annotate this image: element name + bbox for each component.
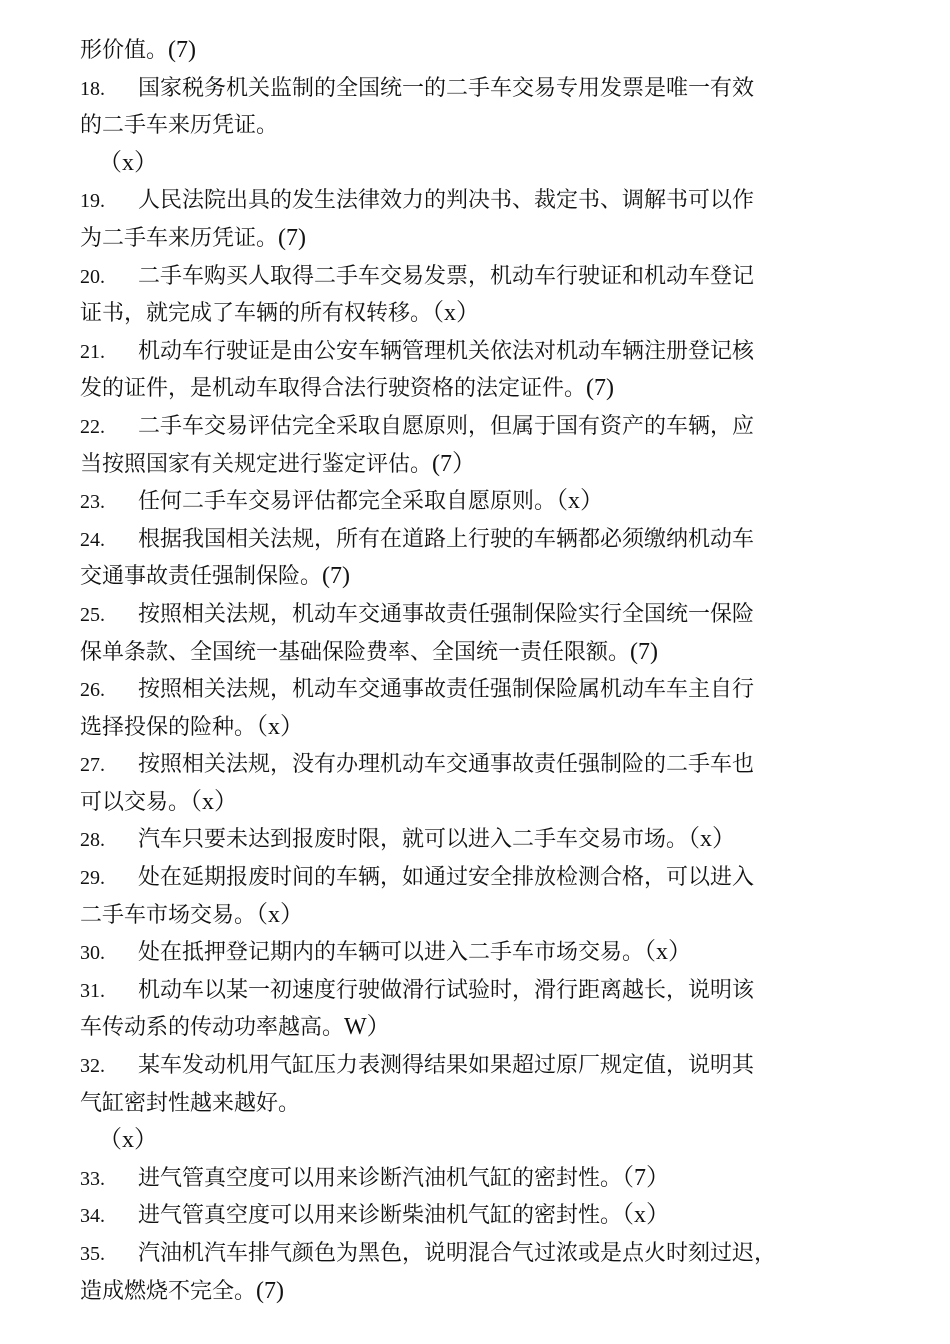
item-number: 22. bbox=[80, 415, 105, 438]
item-text: 证书，就完成了车辆的所有权转移。 bbox=[80, 301, 433, 327]
item-number: 26. bbox=[80, 679, 105, 702]
answer-mark: (7) bbox=[630, 638, 658, 665]
item-text: 汽油机汽车排气颜色为黑色，说明混合气过浓或是点火时刻过迟， bbox=[138, 1241, 777, 1266]
text-line bbox=[80, 295, 880, 333]
item-text: 根据我国相关法规，所有在道路上行驶的车辆都必须缴纳机动车 bbox=[138, 526, 755, 552]
answer-mark: （7） bbox=[622, 1164, 671, 1191]
answer-mark: (7) bbox=[278, 224, 306, 251]
text-line bbox=[80, 258, 880, 296]
item-number: 27. bbox=[80, 754, 105, 777]
answer-mark: （x） bbox=[622, 1202, 671, 1229]
text-line bbox=[80, 370, 880, 408]
item-number: 31. bbox=[80, 979, 105, 1002]
text-line bbox=[80, 145, 880, 183]
item-number: 29. bbox=[80, 867, 105, 890]
item-text: 机动车行驶证是由公安车辆管理机关依法对机动车辆注册登记核 bbox=[138, 338, 755, 364]
text-line bbox=[80, 1122, 880, 1160]
item-text: 机动车以某一初速度行驶做滑行试验时，滑行距离越长，说明该 bbox=[138, 977, 755, 1003]
item-number: 20. bbox=[80, 265, 105, 288]
text-line bbox=[80, 446, 880, 484]
item-text: 任何二手车交易评估都完全采取自愿原则。 bbox=[138, 489, 557, 515]
text-line bbox=[80, 1235, 880, 1273]
item-number: 18. bbox=[80, 77, 105, 100]
text-line bbox=[80, 596, 880, 634]
item-text: 造成燃烧不完全。 bbox=[80, 1278, 257, 1304]
item-text: 车传动系的传动功率越高。 bbox=[80, 1015, 345, 1041]
answer-mark: (7） bbox=[432, 450, 477, 477]
text-line bbox=[80, 897, 880, 935]
answer-mark: (7) bbox=[586, 375, 614, 402]
item-text: 交通事故责任强制保险。 bbox=[80, 564, 323, 590]
item-text: 当按照国家有关规定进行鉴定评估。 bbox=[80, 451, 433, 477]
answer-mark: (7) bbox=[256, 1277, 284, 1304]
item-text: 的二手车来历凭证。 bbox=[80, 113, 279, 139]
answer-mark: (7) bbox=[322, 563, 350, 590]
item-text: 人民法院出具的发生法律效力的判决书、裁定书、调解书可以作 bbox=[138, 188, 755, 214]
item-number: 30. bbox=[80, 942, 105, 965]
item-text: 按照相关法规，机动车交通事故责任强制保险属机动车车主自行 bbox=[138, 677, 755, 703]
answer-mark: （x） bbox=[688, 826, 737, 853]
item-text: 某车发动机用气缸压力表测得结果如果超过原厂规定值，说明其 bbox=[138, 1053, 755, 1079]
text-line bbox=[80, 1197, 880, 1235]
item-number: 19. bbox=[80, 190, 105, 213]
item-text: 为二手车来历凭证。 bbox=[80, 225, 279, 251]
text-line bbox=[80, 784, 880, 822]
item-text: 发的证件，是机动车取得合法行驶资格的法定证件。 bbox=[80, 376, 587, 402]
item-number: 28. bbox=[80, 829, 105, 852]
answer-mark: W） bbox=[344, 1014, 391, 1041]
answer-mark: （x） bbox=[98, 149, 158, 176]
text-line bbox=[80, 709, 880, 747]
text-line bbox=[80, 220, 880, 258]
item-text: 二手车交易评估完全采取自愿原则，但属于国有资产的车辆，应 bbox=[138, 413, 755, 439]
item-number: 21. bbox=[80, 340, 105, 363]
text-line bbox=[80, 333, 880, 371]
item-text: 汽车只要未达到报废时限，就可以进入二手车交易市场。 bbox=[138, 827, 689, 853]
item-text: 按照相关法规，没有办理机动车交通事故责任强制险的二手车也 bbox=[138, 752, 755, 778]
text-line bbox=[80, 746, 880, 784]
item-number: 23. bbox=[80, 491, 105, 514]
item-text: 气缸密封性越来越好。 bbox=[80, 1090, 301, 1116]
text-line bbox=[80, 32, 880, 70]
text-line bbox=[80, 1273, 880, 1311]
item-number: 24. bbox=[80, 528, 105, 551]
text-line bbox=[80, 859, 880, 897]
item-text: 国家税务机关监制的全国统一的二手车交易专用发票是唯一有效 bbox=[138, 75, 755, 101]
item-text: 处在延期报废时间的车辆，如通过安全排放检测合格，可以进入 bbox=[138, 865, 755, 891]
text-line bbox=[80, 671, 880, 709]
item-number: 25. bbox=[80, 603, 105, 626]
text-line bbox=[80, 1085, 880, 1123]
text-line bbox=[80, 483, 880, 521]
text-line bbox=[80, 182, 880, 220]
item-number: 33. bbox=[80, 1167, 105, 1190]
text-line bbox=[80, 107, 880, 145]
item-number: 32. bbox=[80, 1055, 105, 1078]
item-text: 保单条款、全国统一基础保险费率、全国统一责任限额。 bbox=[80, 639, 631, 665]
text-line bbox=[80, 634, 880, 672]
item-text: 按照相关法规，机动车交通事故责任强制保险实行全国统一保险 bbox=[138, 601, 755, 627]
item-text: 可以交易。 bbox=[80, 789, 191, 815]
answer-mark: （x） bbox=[98, 1127, 158, 1154]
answer-mark: （x） bbox=[556, 488, 605, 515]
item-text: 处在抵押登记期内的车辆可以进入二手车市场交易。 bbox=[138, 940, 645, 966]
item-text: 二手车购买人取得二手车交易发票，机动车行驶证和机动车登记 bbox=[138, 263, 755, 289]
text-line bbox=[80, 1009, 880, 1047]
item-text: 进气管真空度可以用来诊断柴油机气缸的密封性。 bbox=[138, 1203, 623, 1229]
answer-mark: （x） bbox=[644, 939, 693, 966]
text-line bbox=[80, 1047, 880, 1085]
text-line bbox=[80, 408, 880, 446]
item-text: 形价值。 bbox=[80, 38, 169, 63]
item-text: 二手车市场交易。 bbox=[80, 902, 257, 928]
item-number: 34. bbox=[80, 1205, 105, 1228]
text-line bbox=[80, 972, 880, 1010]
text-line bbox=[80, 70, 880, 108]
answer-mark: （x） bbox=[432, 300, 481, 327]
answer-mark: （x） bbox=[256, 713, 305, 740]
item-text: 选择投保的险种。 bbox=[80, 714, 257, 740]
text-line bbox=[80, 1160, 880, 1198]
answer-mark: （x） bbox=[256, 901, 305, 928]
item-number: 35. bbox=[80, 1243, 105, 1265]
text-line bbox=[80, 934, 880, 972]
text-line bbox=[80, 821, 880, 859]
text-line bbox=[80, 558, 880, 596]
answer-mark: （x） bbox=[190, 788, 239, 815]
item-text: 进气管真空度可以用来诊断汽油机气缸的密封性。 bbox=[138, 1165, 623, 1191]
answer-mark: (7) bbox=[168, 37, 196, 63]
text-line bbox=[80, 521, 880, 559]
